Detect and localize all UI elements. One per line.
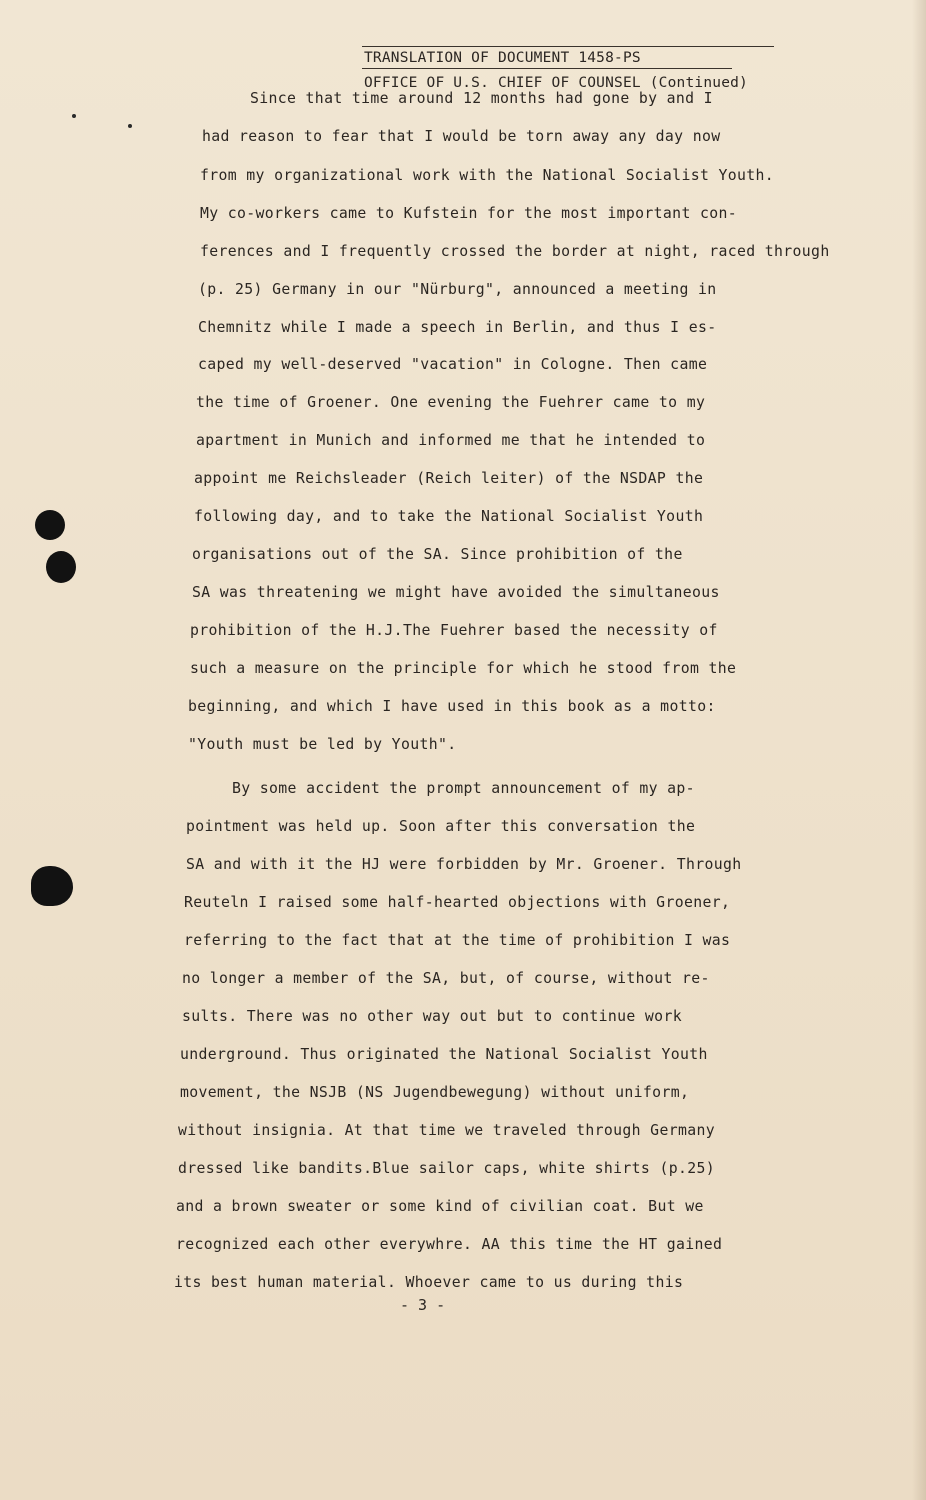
text-line: no longer a member of the SA, but, of course, without re- (182, 970, 710, 987)
text-line: underground. Thus originated the National Socialist Youth (180, 1046, 708, 1063)
text-line: Reuteln I raised some half-hearted objections with Groener, (184, 894, 731, 911)
text-line: and a brown sweater or some kind of civilian coat. But we (176, 1198, 704, 1215)
text-line: SA and with it the HJ were forbidden by Mr. Groener. Through (186, 856, 742, 873)
text-line: By some accident the prompt announcement of my ap- (232, 780, 695, 797)
text-line: organisations out of the SA. Since prohibition of the (192, 546, 683, 563)
text-line: (p. 25) Germany in our "Nürburg", announced a meeting in (198, 281, 717, 298)
text-line: movement, the NSJB (NS Jugendbewegung) without uniform, (180, 1084, 690, 1101)
page-number: - 3 - (400, 1296, 446, 1314)
header-top-rule (362, 46, 774, 47)
text-line: from my organizational work with the National Socialist Youth. (200, 167, 775, 184)
header-middle-rule (362, 68, 732, 69)
text-line: pointment was held up. Soon after this conversation the (186, 818, 696, 835)
text-line: had reason to fear that I would be torn away any day now (202, 128, 721, 145)
punch-hole-middle (46, 551, 76, 583)
margin-mark (128, 124, 132, 128)
page-edge-shadow (912, 0, 926, 1500)
text-line: apartment in Munich and informed me that he intended to (196, 432, 706, 449)
text-line: SA was threatening we might have avoided the simultaneous (192, 584, 720, 601)
text-line: ferences and I frequently crossed the border at night, raced through (200, 243, 830, 260)
text-line: such a measure on the principle for which he stood from the (190, 660, 737, 677)
text-line: appoint me Reichsleader (Reich leiter) of the NSDAP the (194, 470, 704, 487)
text-line: beginning, and which I have used in this book as a motto: (188, 698, 716, 715)
text-line: Chemnitz while I made a speech in Berlin, and thus I es- (198, 319, 717, 336)
margin-mark (72, 114, 76, 118)
text-line: prohibition of the H.J.The Fuehrer based the necessity of (190, 622, 718, 639)
text-line: sults. There was no other way out but to continue work (182, 1008, 682, 1025)
header-office: OFFICE OF U.S. CHIEF OF COUNSEL (Continued) (364, 75, 748, 91)
text-line: its best human material. Whoever came to us during this (174, 1274, 684, 1291)
text-line: referring to the fact that at the time of prohibition I was (184, 932, 731, 949)
punch-hole-top (35, 510, 65, 540)
text-line: without insignia. At that time we traveled through Germany (178, 1122, 715, 1139)
text-line: dressed like bandits.Blue sailor caps, white shirts (p.25) (178, 1160, 715, 1177)
punch-hole-lower (31, 866, 73, 906)
header-title: TRANSLATION OF DOCUMENT 1458-PS (364, 50, 641, 66)
text-line: the time of Groener. One evening the Fuehrer came to my (196, 394, 706, 411)
text-line: Since that time around 12 months had gone by and I (250, 90, 713, 107)
text-line: "Youth must be led by Youth". (188, 736, 457, 753)
text-line: recognized each other everywhre. AA this time the HT gained (176, 1236, 723, 1253)
text-line: caped my well-deserved "vacation" in Cologne. Then came (198, 356, 708, 373)
text-line: following day, and to take the National Socialist Youth (194, 508, 704, 525)
text-line: My co-workers came to Kufstein for the most important con- (200, 205, 737, 222)
